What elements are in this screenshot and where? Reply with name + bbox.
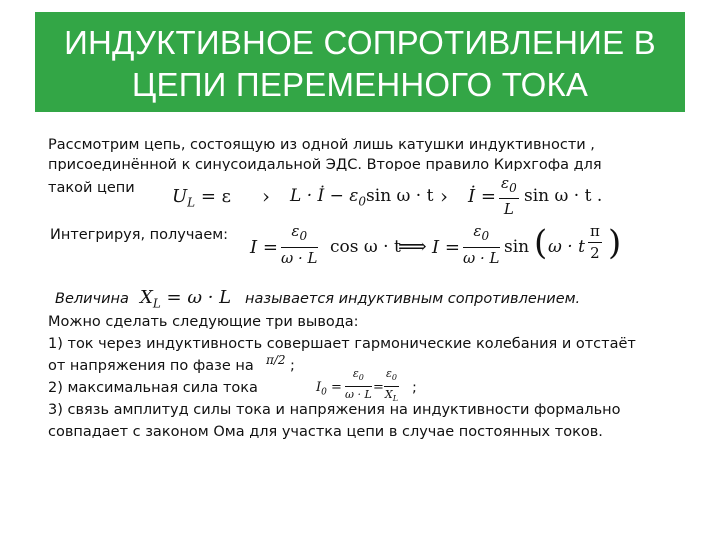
conclusion-2: 2) максимальная сила тока bbox=[48, 380, 258, 396]
paren-close: ) bbox=[608, 223, 622, 263]
phase-shift: π/2 bbox=[266, 353, 286, 367]
fraction-emf-over-wl-2: $\frac{\varepsilon_0}{\omega \cdot L}$ bbox=[463, 222, 500, 267]
formula-max-current-eq: = bbox=[373, 380, 384, 395]
conclusion-1-line-2: от напряжения по фазе на bbox=[48, 358, 254, 374]
formula-current-lhs: I = bbox=[250, 237, 278, 258]
formula-current2-lhs: I = bbox=[432, 237, 460, 258]
title-line-2: ЦЕПИ ПЕРЕМЕННОГО ТОКА bbox=[131, 66, 589, 103]
integrating-label: Интегрируя, получаем: bbox=[50, 227, 229, 243]
formula-sin-arg: ω · t bbox=[548, 237, 585, 257]
paren-open: ( bbox=[534, 223, 548, 263]
fraction-emf-over-l: $\frac{\varepsilon_0}{L}$ bbox=[501, 174, 517, 218]
intro-line-2: присоединённой к синусоидальной ЭДС. Второе правило Кирхгофа для bbox=[48, 157, 602, 171]
conclusion-1-semicolon: ; bbox=[290, 358, 295, 374]
arrow-2: › bbox=[440, 184, 448, 208]
intro-line-1: Рассмотрим цепь, состоящую из одной лишь катушки индуктивности , bbox=[48, 137, 595, 153]
fraction-max-current-1: $\frac{\varepsilon_0}{\omega \cdot L}$ bbox=[345, 367, 372, 402]
formula-emf-eq: L · İ − $\varepsilon_0\sin$ ω · t bbox=[290, 186, 434, 209]
intro-line-3: такой цепи bbox=[48, 180, 135, 196]
conclusions-heading: Можно сделать следующие три вывода: bbox=[48, 314, 359, 330]
conclusion-1-line-1: 1) ток через индуктивность совершает гармонические колебания и отстаёт bbox=[48, 336, 636, 352]
formula-sin: sin bbox=[504, 237, 530, 257]
conclusion-3-line-2: совпадает с законом Ома для участка цепи в случае постоянных токов. bbox=[48, 424, 603, 440]
title-banner bbox=[35, 12, 685, 112]
implies-arrow: ⟹ bbox=[398, 234, 427, 258]
formula-idot-lhs: İ = bbox=[468, 186, 496, 207]
formula-reactance: $X_L = \omega \cdot L$ bbox=[140, 287, 232, 311]
formula-max-current-lhs: $I_0$ = bbox=[316, 380, 342, 398]
fraction-max-current-2: $\frac{\varepsilon_0}{X_L}$ bbox=[384, 367, 399, 404]
conclusion-2-semicolon: ; bbox=[412, 380, 417, 396]
fraction-emf-over-wl: $\frac{\varepsilon_0}{\omega \cdot L}$ bbox=[281, 222, 318, 267]
title-line-1: ИНДУКТИВНОЕ СОПРОТИВЛЕНИЕ В bbox=[64, 24, 656, 61]
fraction-pi-over-2: $\frac{\pi}{2}$ bbox=[590, 222, 600, 262]
value-word: Величина bbox=[55, 291, 129, 307]
called-reactance-text: называется индуктивным сопротивлением. bbox=[245, 291, 581, 307]
conclusion-3-line-1: 3) связь амплитуд силы тока и напряжения на индуктивности формально bbox=[48, 402, 621, 418]
formula-current-cos: cos ω · t bbox=[330, 237, 401, 257]
formula-idot-sin: sin ω · t . bbox=[524, 186, 603, 206]
formula-kirchhoff: $U_L = \varepsilon$ bbox=[172, 186, 231, 210]
arrow-1: › bbox=[262, 184, 270, 208]
